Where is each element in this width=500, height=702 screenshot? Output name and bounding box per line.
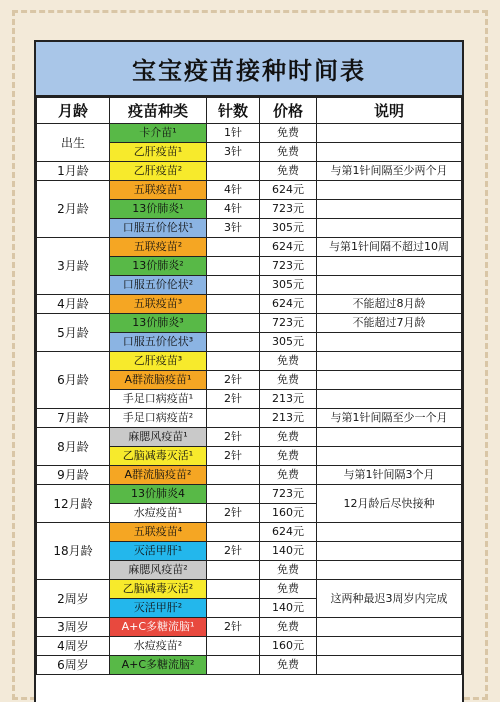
note-cell: 与第1针间隔至少两个月 xyxy=(317,162,462,181)
header-age: 月龄 xyxy=(37,98,110,124)
dose-cell: 4针 xyxy=(207,181,260,200)
note-cell xyxy=(317,656,462,675)
vaccine-cell: 麻腮风疫苗² xyxy=(110,561,207,580)
vaccine-cell: 五联疫苗⁴ xyxy=(110,523,207,542)
dose-cell xyxy=(207,599,260,618)
dose-cell: 2针 xyxy=(207,447,260,466)
note-cell xyxy=(317,219,462,238)
price-cell: 624元 xyxy=(260,523,317,542)
vaccine-cell: 乙肝疫苗¹ xyxy=(110,143,207,162)
price-cell: 免费 xyxy=(260,447,317,466)
dose-cell xyxy=(207,238,260,257)
age-cell: 7月龄 xyxy=(37,409,110,428)
vaccine-cell: 麻腮风疫苗¹ xyxy=(110,428,207,447)
table-row xyxy=(37,238,462,257)
dose-cell: 3针 xyxy=(207,219,260,238)
note-cell xyxy=(317,200,462,219)
age-cell: 出生 xyxy=(37,124,110,162)
price-cell: 305元 xyxy=(260,219,317,238)
vaccine-cell: 乙肝疫苗² xyxy=(110,162,207,181)
vaccine-cell: 灭活甲肝² xyxy=(110,599,207,618)
vaccine-cell: 五联疫苗³ xyxy=(110,295,207,314)
price-cell: 624元 xyxy=(260,238,317,257)
table-row xyxy=(37,656,462,675)
vaccine-cell: 13价肺炎² xyxy=(110,257,207,276)
note-cell xyxy=(317,257,462,276)
price-cell: 723元 xyxy=(260,257,317,276)
vaccine-cell: 手足口病疫苗¹ xyxy=(110,390,207,409)
price-cell: 免费 xyxy=(260,618,317,637)
note-cell xyxy=(317,561,462,580)
note-cell xyxy=(317,447,462,466)
price-cell: 723元 xyxy=(260,200,317,219)
price-cell: 免费 xyxy=(260,124,317,143)
price-cell: 免费 xyxy=(260,656,317,675)
table-row xyxy=(37,124,462,143)
dose-cell xyxy=(207,333,260,352)
table-row xyxy=(37,618,462,637)
age-cell: 5月龄 xyxy=(37,314,110,352)
dose-cell xyxy=(207,409,260,428)
note-cell: 12月龄后尽快接种 xyxy=(317,485,462,523)
dose-cell xyxy=(207,257,260,276)
note-cell xyxy=(317,181,462,200)
note-cell xyxy=(317,333,462,352)
note-cell: 不能超过7月龄 xyxy=(317,314,462,333)
table-row xyxy=(37,466,462,485)
vaccine-table xyxy=(36,97,462,675)
table-row xyxy=(37,181,462,200)
dose-cell xyxy=(207,637,260,656)
price-cell: 140元 xyxy=(260,542,317,561)
vaccine-cell: 水痘疫苗² xyxy=(110,637,207,656)
price-cell: 160元 xyxy=(260,637,317,656)
vaccine-cell: 口服五价伦状³ xyxy=(110,333,207,352)
age-cell: 4月龄 xyxy=(37,295,110,314)
dose-cell xyxy=(207,523,260,542)
dose-cell: 2针 xyxy=(207,371,260,390)
vaccine-cell: 手足口病疫苗² xyxy=(110,409,207,428)
note-cell xyxy=(317,637,462,656)
note-cell: 与第1针间隔至少一个月 xyxy=(317,409,462,428)
vaccine-cell: 13价肺炎4 xyxy=(110,485,207,504)
note-cell xyxy=(317,542,462,561)
dose-cell xyxy=(207,314,260,333)
price-cell: 免费 xyxy=(260,352,317,371)
dose-cell: 2针 xyxy=(207,428,260,447)
note-cell xyxy=(317,371,462,390)
vaccine-cell: 灭活甲肝¹ xyxy=(110,542,207,561)
dose-cell: 2针 xyxy=(207,390,260,409)
vaccine-cell: 13价肺炎³ xyxy=(110,314,207,333)
note-cell: 这两种最迟3周岁内完成 xyxy=(317,580,462,618)
dose-cell: 2针 xyxy=(207,504,260,523)
vaccine-cell: 乙脑减毒灭活¹ xyxy=(110,447,207,466)
price-cell: 140元 xyxy=(260,599,317,618)
table-row xyxy=(37,523,462,542)
table-row xyxy=(37,485,462,504)
note-cell xyxy=(317,523,462,542)
vaccine-cell: A群流脑疫苗² xyxy=(110,466,207,485)
vaccine-cell: 乙肝疫苗³ xyxy=(110,352,207,371)
age-cell: 12月龄 xyxy=(37,485,110,523)
vaccine-cell: 口服五价伦状¹ xyxy=(110,219,207,238)
dose-cell: 2针 xyxy=(207,618,260,637)
note-cell: 不能超过8月龄 xyxy=(317,295,462,314)
price-cell: 免费 xyxy=(260,143,317,162)
header-doses: 针数 xyxy=(207,98,260,124)
dose-cell xyxy=(207,352,260,371)
age-cell: 8月龄 xyxy=(37,428,110,466)
note-cell xyxy=(317,124,462,143)
note-cell xyxy=(317,428,462,447)
table-row xyxy=(37,352,462,371)
age-cell: 1月龄 xyxy=(37,162,110,181)
price-cell: 免费 xyxy=(260,580,317,599)
schedule-sheet xyxy=(34,40,464,702)
age-cell: 9月龄 xyxy=(37,466,110,485)
note-cell xyxy=(317,618,462,637)
table-row xyxy=(37,162,462,181)
dose-cell xyxy=(207,580,260,599)
dose-cell xyxy=(207,485,260,504)
note-cell xyxy=(317,352,462,371)
dose-cell xyxy=(207,295,260,314)
table-row xyxy=(37,295,462,314)
price-cell: 213元 xyxy=(260,409,317,428)
table-row xyxy=(37,314,462,333)
dose-cell xyxy=(207,466,260,485)
vaccine-cell: A+C多糖流脑¹ xyxy=(110,618,207,637)
table-row xyxy=(37,409,462,428)
note-cell xyxy=(317,143,462,162)
age-cell: 6周岁 xyxy=(37,656,110,675)
price-cell: 723元 xyxy=(260,485,317,504)
page-title: 宝宝疫苗接种时间表 xyxy=(36,42,462,97)
vaccine-cell: A+C多糖流脑² xyxy=(110,656,207,675)
table-row xyxy=(37,637,462,656)
dose-cell: 3针 xyxy=(207,143,260,162)
age-cell: 18月龄 xyxy=(37,523,110,580)
price-cell: 160元 xyxy=(260,504,317,523)
header-vaccine: 疫苗种类 xyxy=(110,98,207,124)
age-cell: 4周岁 xyxy=(37,637,110,656)
vaccine-cell: 乙脑减毒灭活² xyxy=(110,580,207,599)
table-row xyxy=(37,428,462,447)
vaccine-cell: 口服五价伦状² xyxy=(110,276,207,295)
dose-cell xyxy=(207,656,260,675)
vaccine-cell: 卡介苗¹ xyxy=(110,124,207,143)
price-cell: 免费 xyxy=(260,561,317,580)
note-cell: 与第1针间隔3个月 xyxy=(317,466,462,485)
vaccine-cell: 水痘疫苗¹ xyxy=(110,504,207,523)
dose-cell xyxy=(207,561,260,580)
vaccine-cell: 五联疫苗² xyxy=(110,238,207,257)
price-cell: 305元 xyxy=(260,276,317,295)
dose-cell: 2针 xyxy=(207,542,260,561)
vaccine-cell: A群流脑疫苗¹ xyxy=(110,371,207,390)
dose-cell: 1针 xyxy=(207,124,260,143)
age-cell: 6月龄 xyxy=(37,352,110,409)
price-cell: 723元 xyxy=(260,314,317,333)
age-cell: 3月龄 xyxy=(37,238,110,295)
note-cell: 与第1针间隔不超过10周 xyxy=(317,238,462,257)
age-cell: 3周岁 xyxy=(37,618,110,637)
age-cell: 2周岁 xyxy=(37,580,110,618)
price-cell: 213元 xyxy=(260,390,317,409)
price-cell: 624元 xyxy=(260,295,317,314)
price-cell: 免费 xyxy=(260,162,317,181)
dose-cell: 4针 xyxy=(207,200,260,219)
age-cell: 2月龄 xyxy=(37,181,110,238)
price-cell: 免费 xyxy=(260,428,317,447)
header-row xyxy=(37,98,462,124)
header-price: 价格 xyxy=(260,98,317,124)
table-row xyxy=(37,580,462,599)
price-cell: 624元 xyxy=(260,181,317,200)
price-cell: 免费 xyxy=(260,466,317,485)
note-cell xyxy=(317,276,462,295)
price-cell: 305元 xyxy=(260,333,317,352)
vaccine-cell: 13价肺炎¹ xyxy=(110,200,207,219)
dose-cell xyxy=(207,276,260,295)
price-cell: 免费 xyxy=(260,371,317,390)
note-cell xyxy=(317,390,462,409)
header-note: 说明 xyxy=(317,98,462,124)
vaccine-cell: 五联疫苗¹ xyxy=(110,181,207,200)
dose-cell xyxy=(207,162,260,181)
